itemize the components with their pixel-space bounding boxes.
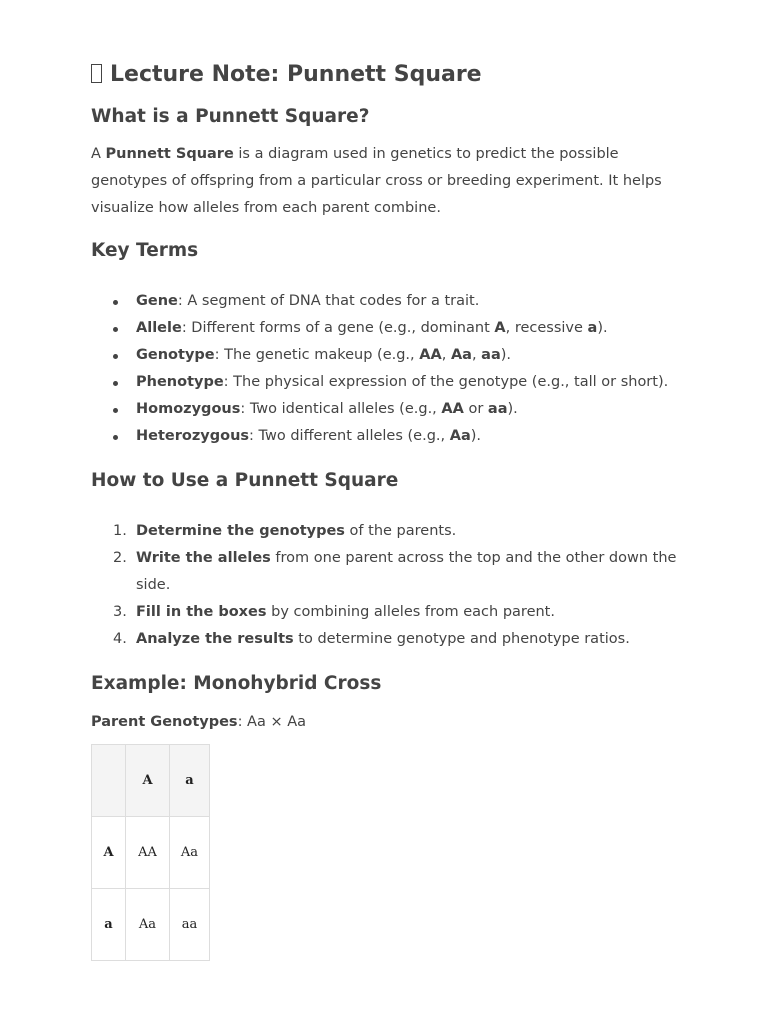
term-text: : Two identical alleles (e.g., (240, 401, 442, 417)
table-row (92, 817, 210, 889)
term-gene (136, 288, 681, 315)
term-text: : The physical expression of the genotype (e.g., tall or short). (223, 374, 669, 390)
term-example: AA (419, 347, 442, 363)
step-action: Determine the genotypes (136, 523, 345, 539)
term-label: Allele (136, 320, 182, 336)
term-example: a (587, 320, 598, 336)
term-genotype (136, 342, 681, 369)
term-label: Phenotype (136, 374, 224, 390)
term-text: , (471, 347, 482, 363)
term-label: Genotype (136, 347, 215, 363)
table-cell: AA (126, 817, 170, 889)
term-text: ). (470, 428, 482, 444)
term-text: ). (597, 320, 608, 336)
step-text: from one parent across the top and the other down the side. (136, 550, 677, 593)
intro-lead: A (91, 146, 106, 162)
term-text: , (441, 347, 451, 363)
step-action: Fill in the boxes (136, 604, 267, 620)
step-number: 2. (113, 550, 127, 566)
step-text: by combining alleles from each parent. (266, 604, 555, 620)
step-number: 3. (113, 604, 127, 620)
key-terms-list (91, 288, 681, 450)
table-cell: aa (170, 889, 210, 961)
section-heading-key-terms: Key Terms (91, 240, 199, 261)
intro-term: Punnett Square (105, 146, 234, 162)
parent-genotypes-value: : Aa × Aa (237, 714, 307, 730)
term-example: aa (487, 401, 508, 417)
step-text: to determine genotype and phenotype ratios. (293, 631, 630, 647)
column-header-cell: a (170, 745, 210, 817)
term-text: or (463, 401, 488, 417)
term-label: Heterozygous (136, 428, 250, 444)
term-allele (136, 315, 681, 342)
step-number: 1. (113, 523, 127, 539)
row-header-cell: A (92, 817, 126, 889)
term-homozygous (136, 396, 681, 423)
unknown-glyph-icon (91, 64, 102, 83)
term-text: ). (507, 401, 518, 417)
term-text: : Different forms of a gene (e.g., dominant (181, 320, 495, 336)
term-text: : Two different alleles (e.g., (249, 428, 450, 444)
section-heading-what: What is a Punnett Square? (91, 106, 370, 127)
intro-paragraph (91, 141, 681, 222)
parent-genotypes (91, 709, 681, 736)
term-text: : The genetic makeup (e.g., (214, 347, 420, 363)
term-label: Gene (136, 293, 178, 309)
term-label: Homozygous (136, 401, 241, 417)
steps-list (91, 518, 681, 653)
term-phenotype (136, 369, 681, 396)
table-corner-cell (92, 745, 126, 817)
parent-genotypes-label: Parent Genotypes (91, 714, 238, 730)
term-example: aa (481, 347, 501, 363)
term-example: A (494, 320, 506, 336)
step-action: Write the alleles (136, 550, 271, 566)
term-example: Aa (449, 428, 471, 444)
page-title (91, 0, 681, 91)
step-item (113, 545, 681, 599)
row-header-cell: a (92, 889, 126, 961)
intro-rest: is a diagram used in genetics to predict the possible genotypes of offspring from a particular cross or breeding experiment. It helps visualize how alleles from each parent combine. (91, 146, 662, 216)
section-heading-example: Example: Monohybrid Cross (91, 673, 382, 694)
punnett-square-table (91, 744, 210, 961)
step-item (113, 518, 681, 545)
term-text: : A segment of DNA that codes for a trait. (177, 293, 480, 309)
step-item (113, 599, 681, 626)
table-row (92, 889, 210, 961)
table-cell: Aa (126, 889, 170, 961)
term-example: Aa (450, 347, 472, 363)
table-header-row (92, 745, 210, 817)
term-text: , recessive (505, 320, 588, 336)
term-example: AA (441, 401, 464, 417)
step-text: of the parents. (344, 523, 457, 539)
step-number: 4. (113, 631, 127, 647)
section-heading-how-to: How to Use a Punnett Square (91, 470, 399, 491)
column-header-cell: A (126, 745, 170, 817)
step-action: Analyze the results (136, 631, 294, 647)
term-heterozygous (136, 423, 681, 450)
term-text: ). (500, 347, 512, 363)
step-item (113, 626, 681, 653)
page-title-text: Lecture Note: Punnett Square (110, 62, 482, 87)
table-cell: Aa (170, 817, 210, 889)
